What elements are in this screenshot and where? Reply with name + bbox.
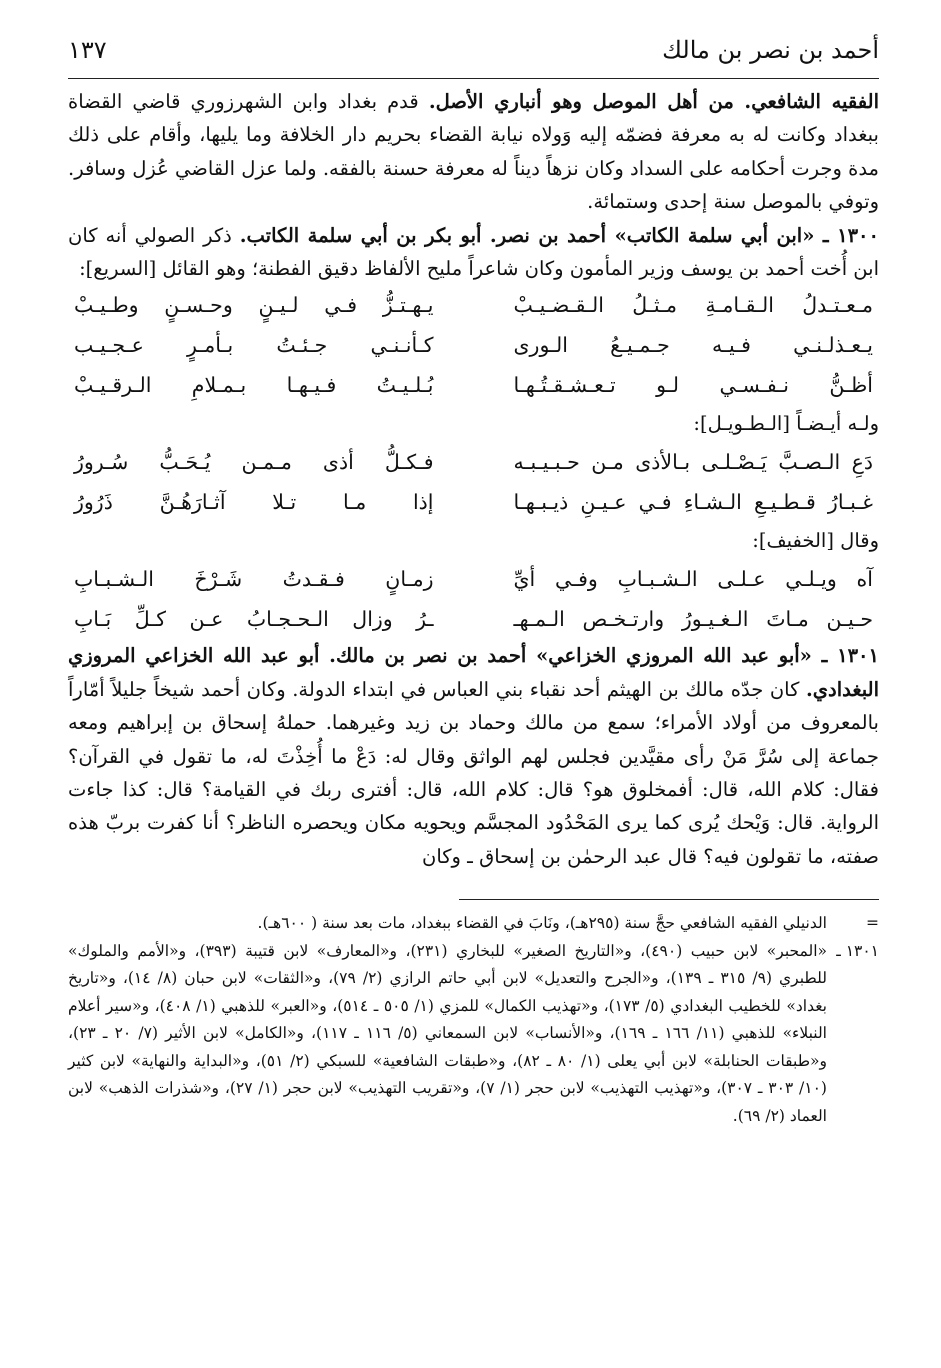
poem-taweel bbox=[68, 442, 879, 522]
hemistich-first: آه ويـلـي عـلـى الـشـبـابِ وفـي أيِّ bbox=[513, 566, 873, 591]
hemistich-first: حـيـن مـاتَ الـغـيـورُ وارتـخـص الـمـهـ bbox=[513, 606, 873, 631]
hemistich-second: إذا مـا تـلا آثـارَهُـنَّ ذَرُورُ bbox=[74, 489, 434, 514]
footnote-separator bbox=[459, 899, 879, 900]
footnote bbox=[68, 910, 879, 938]
poem-khafeef bbox=[68, 559, 879, 639]
hemistich-first: أظـنُّ نـفـسـي لـو تـعـشـقـتُـهـا bbox=[513, 372, 873, 397]
entry-1300 bbox=[68, 219, 879, 286]
entry-1301-text: كان جدّه مالك بن الهيثم أحد نقباء بني العباس في ابتداء الدولة. وكان أحمد شيخاً جليلاً أمّاراً بالمعروف من أولاد الأمراء؛ سمع من مالك وحماد بن زيد وغيرهما. حملهُ إسحاق بن إبراهيم ومعه جماعة إلى سُرَّ مَنْ رأى مقيَّدين فجلس لهم الواثق وقال له: دَعْ ما أُخِذْتَ له، ما تقول في القرآن؟ فقال: كلام الله، قال: أفمخلوق هو؟ قال: كلام الله، قال: أفترى ربك في القيامة؟ قال: كذا جاءت الرواية. قال: وَيْحك يُرى كما يرى المَحْدُود المجسَّم ويحويه مكان ويحصره الناظر؟ أنا كفرت بربّ هذه صفته، ما تقولون فيه؟ قال عبد الرحمٰن بن إسحاق ـ وكان bbox=[68, 677, 879, 868]
verse bbox=[68, 482, 879, 522]
hemistich-first: دَعِ الـصـبَّ يَـصْـلـى بـالأذى مـن حـبـيـبـه bbox=[513, 449, 873, 474]
hemistich-first: يـعـذلـنـي فـيـه جـمـيـعُ الـورى bbox=[513, 332, 873, 357]
footnote-text: الدنيلي الفقيه الشافعي حجَّ سنة (٢٩٥هـ)، ونَابَ في القضاء ببغداد، مات بعد سنة ( ٦٠٠هـ). bbox=[257, 914, 827, 933]
footnotes bbox=[68, 910, 879, 1130]
verse bbox=[68, 285, 879, 325]
footnote-text: «المحبر» لابن حبيب (٤٩٠)، و«التاريخ الصغير» للبخاري (٢٣١)، و«المعارف» لابن قتيبة (٣٩٣)، و«الأمم والملوك» للطبري (٩/ ٣١٥ ـ ١٣٩)، و«الجرح والتعديل» لابن أبي حاتم الرازي (٢/ ٧٩)، و«الثقات» لابن حبان (٨/ ١٤)، و«تاريخ بغداد» للخطيب البغدادي (٥/ ١٧٣)، و«تهذيب الكمال» للمزي (١/ ٥٠٥ ـ ٥١٤)، و«العبر» للذهبي (١/ ٤٠٨)، و«سير أعلام النبلاء» للذهبي (١١/ ١٦٦ ـ ١٦٩)، و«الأنساب» لابن السمعاني (٥/ ١١٦ ـ ١١٧)، و«الكامل» لابن الأثير (٧/ ٢٠ ـ ٢٣)، و«طبقات الحنابلة» لابن أبي يعلى (١/ ٨٠ ـ ٨٢)، و«طبقات الشافعية» للسبكي (٢/ ٥١)، و«البداية والنهاية» لابن كثير (١٠/ ٣٠٣ ـ ٣٠٧)، و«تهذيب التهذيب» لابن حجر (١/ ٧)، و«تقريب التهذيب» لابن حجر (١/ ٢٧)، و«شذرات الذهب» لابن العماد (٢/ ٦٩). bbox=[68, 941, 828, 1125]
hemistich-second: ـرُ وزال الـحـجـابُ عـن كـلِّ بَـابِ bbox=[74, 606, 434, 631]
verse bbox=[68, 442, 879, 482]
poem-saree bbox=[68, 285, 879, 405]
entry-1301 bbox=[68, 639, 879, 873]
verse bbox=[68, 599, 879, 639]
page-number: ١٣٧ bbox=[68, 36, 107, 64]
footnote-marker: = bbox=[866, 914, 879, 933]
paragraph-bold-lead: الفقيه الشافعي. من أهل الموصل وهو أنباري الأصل. bbox=[428, 90, 880, 113]
hemistich-second: بُـلـيـتُ فـيـهـا بـمـلامِ الـرقـيـبْ bbox=[74, 372, 434, 397]
running-header bbox=[68, 28, 879, 79]
hemistich-second: فـكـلُّ أذى مـمـن يُـحَـبُّ سُـرورُ bbox=[74, 449, 434, 474]
paragraph-continuation bbox=[68, 85, 879, 219]
footnote bbox=[68, 938, 879, 1131]
hemistich-first: غـبـارُ قـطـيـعِ الـشـاءِ فـي عـيـنِ ذيـبـهـا bbox=[513, 489, 873, 514]
entry-1300-text: ذكر الصولي أنه كان ابن أُخت أحمد بن يوسف وزير المأمون وكان شاعراً مليح الألفاظ دقيق الفطنة؛ وهو القائل [السريع]: bbox=[68, 223, 879, 281]
main-text bbox=[68, 85, 879, 873]
meter-label-khafeef: وقال [الخفيف]: bbox=[752, 529, 879, 553]
verse bbox=[68, 559, 879, 599]
paragraph-text: قدم بغداد وابن الشهرزوري قاضي القضاة ببغداد وكانت له به معرفة فضمّه إليه وَولاه نيابة القضاء بحريم دار الخلافة وما يليها، وأقام على ذلك مدة وجرت أحكامه على السداد وكان نزهاً ديناً له معرفة حسنة بالفقه. ولما عزل القاضي عُزل وسافر. وتوفي بالموصل سنة إحدى وستمائة. bbox=[68, 90, 879, 214]
meter-label-taweel: ولـه أيـضـاً [الـطـويـل]: bbox=[693, 412, 879, 436]
footnote-marker: ١٣٠١ ـ bbox=[836, 941, 879, 960]
verse bbox=[68, 325, 879, 365]
verse bbox=[68, 365, 879, 405]
hemistich-second: زمـانٍ فـقـدتُ شَـرْخَ الـشـبـابِ bbox=[74, 566, 434, 591]
hemistich-second: يـهـتـزُّ فـي لـيـنٍ وحـسـنٍ وطـيـبْ bbox=[74, 292, 434, 317]
hemistich-first: مـعـتـدلُ الـقـامـةِ مـثـلُ الـقـضـيـبْ bbox=[513, 292, 873, 317]
running-title: أحمد بن نصر بن مالك bbox=[662, 36, 879, 64]
entry-1300-heading: ١٣٠٠ ـ «ابن أبي سلمة الكاتب» أحمد بن نصر. أبو بكر بن أبي سلمة الكاتب. bbox=[239, 223, 880, 247]
entry-1301-heading: ١٣٠١ ـ «أبو عبد الله المروزي الخزاعي» أحمد بن نصر بن مالك. أبو عبد الله الخزاعي المروزي البغدادي. bbox=[68, 644, 879, 701]
hemistich-second: كـأنـنـي جـئـتُ بـأمـرٍ عـجـيـب bbox=[74, 332, 434, 357]
